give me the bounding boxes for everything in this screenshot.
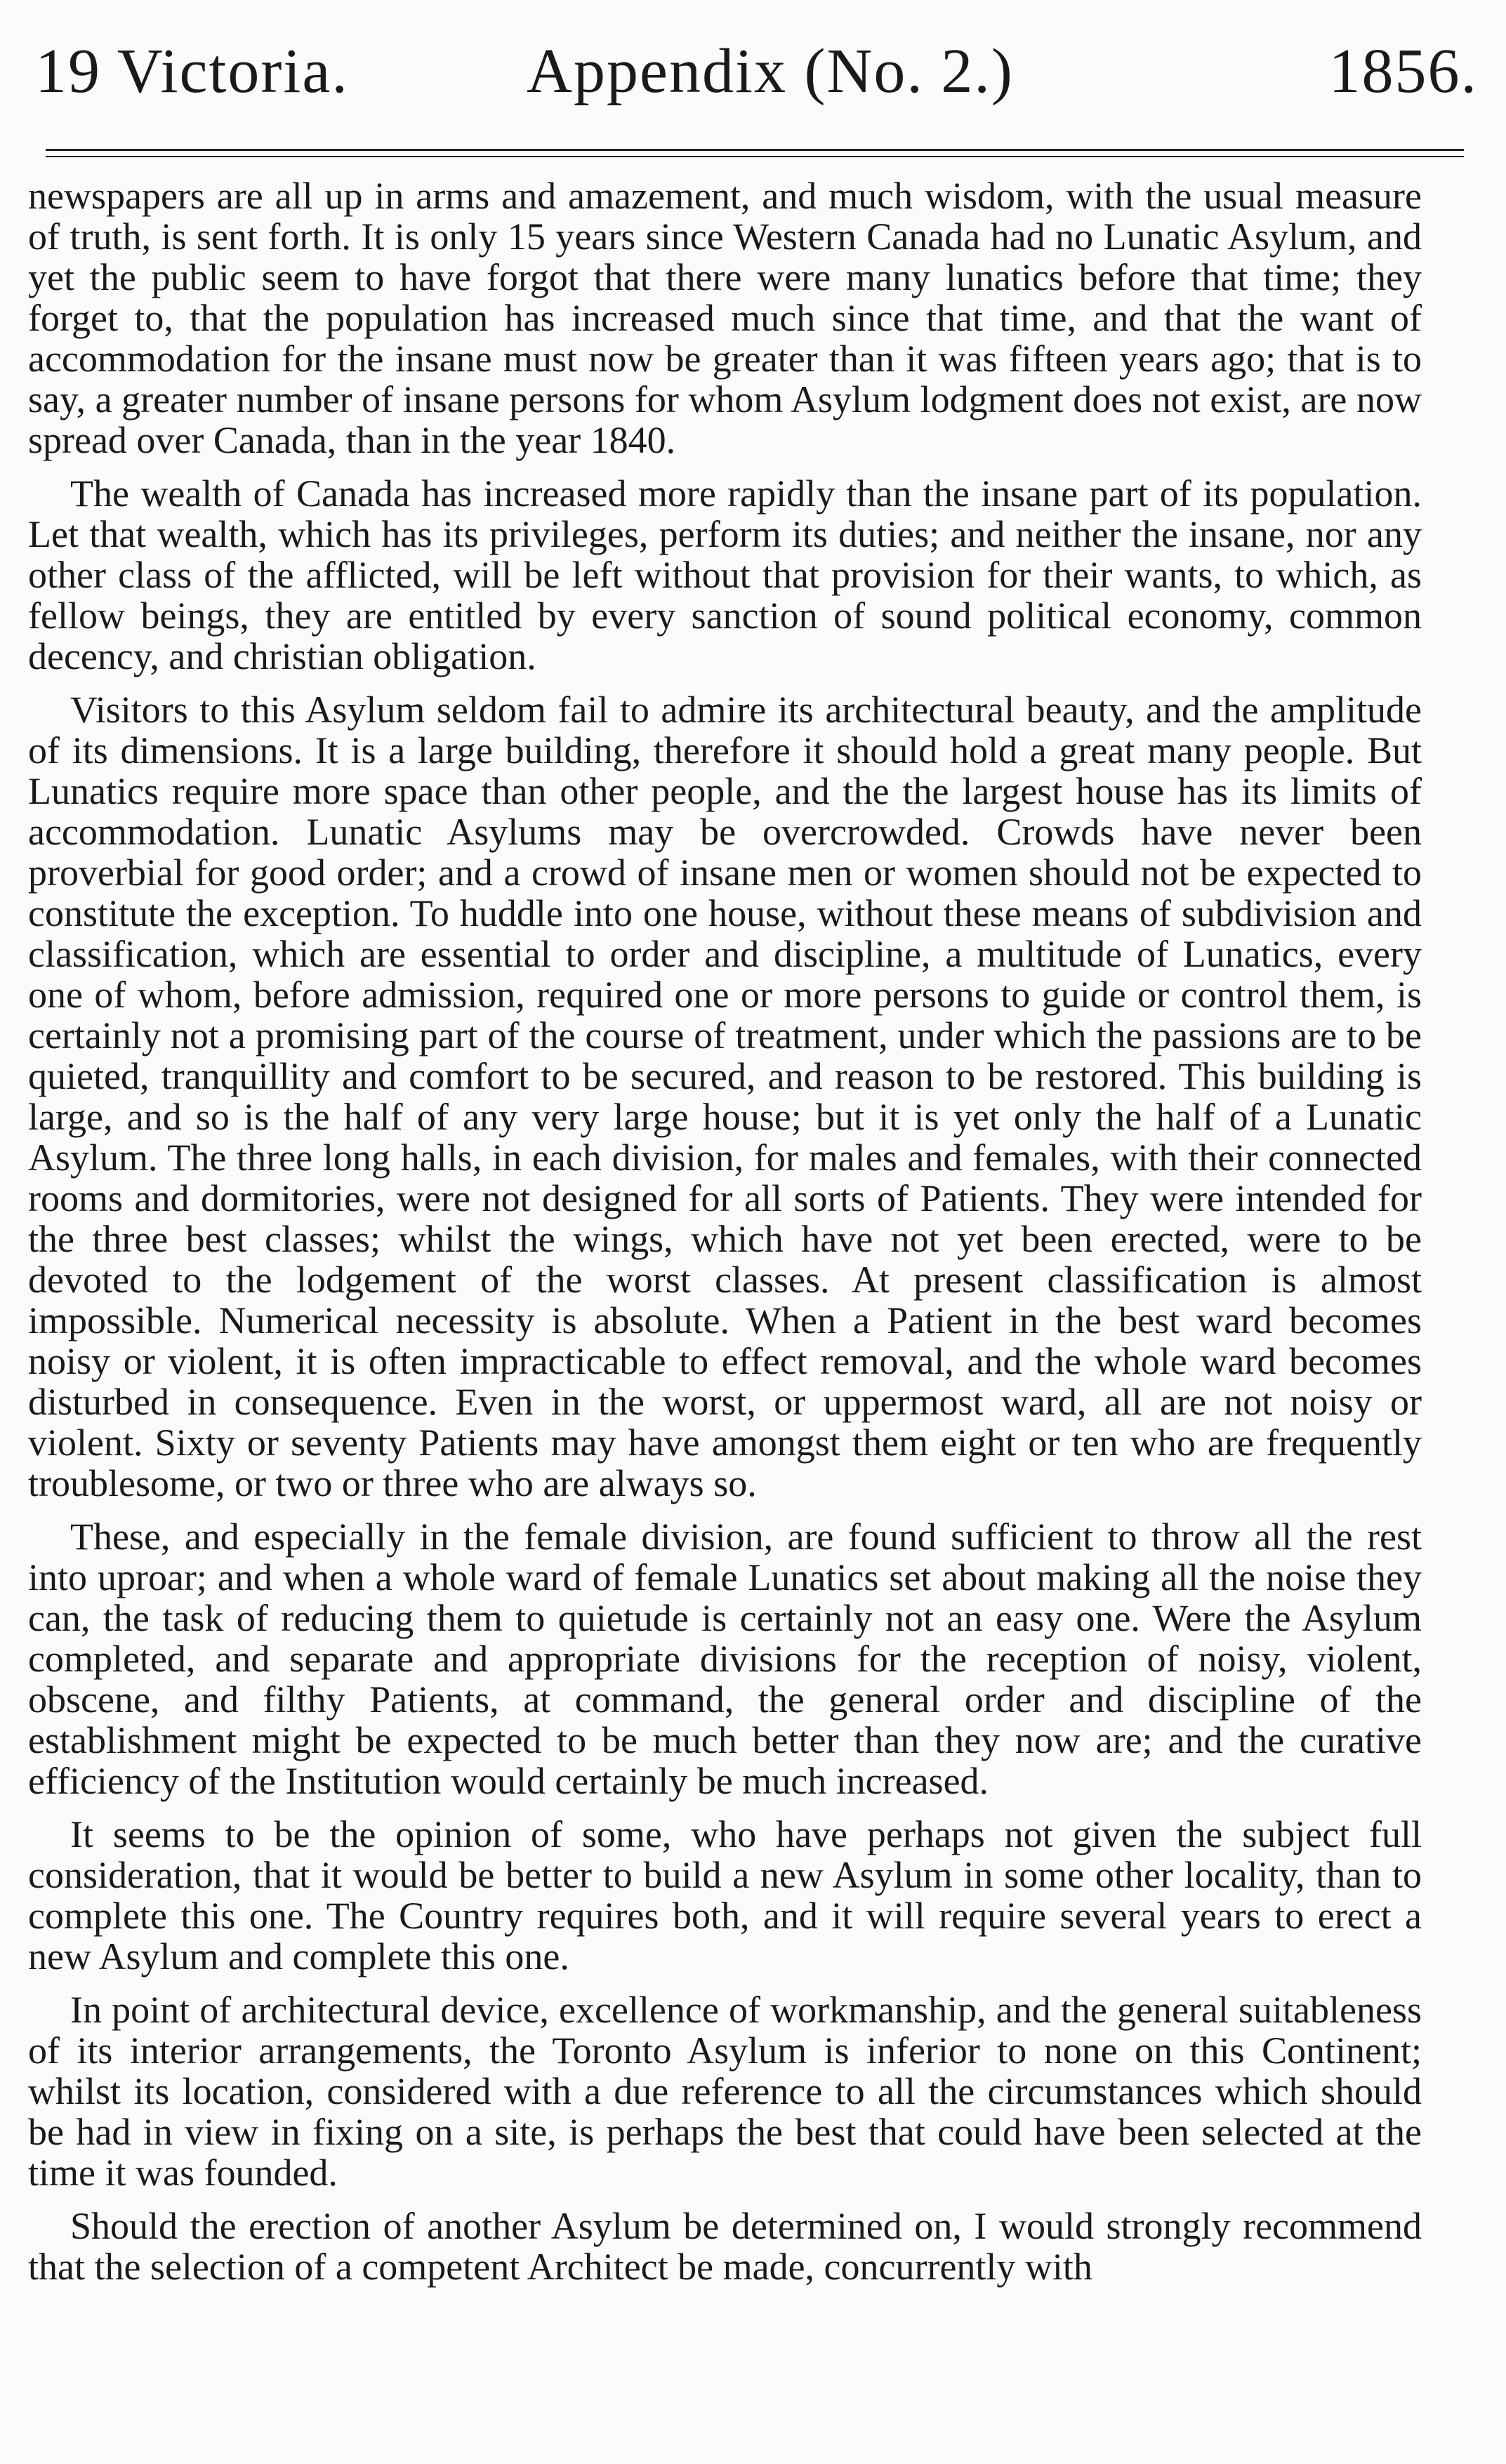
header-rule-bottom (46, 156, 1464, 157)
paragraph: In point of architectural device, excellence of workmanship, and the general suitableness of its interior arrangements, the Toronto Asylum is inferior to none on this Continent; whilst its location, considered with a due reference to all the circumstances which should be had in view in fixing on a site, is perhaps the best that could have been selected at the time it was founded. (28, 1989, 1422, 2194)
body-text (28, 175, 1422, 2300)
paragraph: Visitors to this Asylum seldom fail to admire its architectural beauty, and the amplitude of its dimensions. It is a large building, therefore it should hold a great many people. But Lunatics require more space than other people, and the the largest house has its limits of accommodation. Lunatic Asylums may be overcrowded. Crowds have never been proverbial for good order; and a crowd of insane men or women should not be expected to constitute the exception. To huddle into one house, without these means of subdivision and classification, which are essential to order and discipline, a multitude of Lunatics, every one of whom, before admission, required one or more persons to guide or control them, is certainly not a promising part of the course of treatment, under which the passions are to be quieted, tranquillity and comfort to be secured, and reason to be restored. This building is large, and so is the half of any very large house; but it is yet only the half of a Lunatic Asylum. The three long halls, in each division, for males and females, with their connected rooms and dormitories, were not designed for all sorts of Patients. They were intended for the three best classes; whilst the wings, which have not yet been erected, were to be devoted to the lodgement of the worst classes. At present classification is almost impossible. Numerical necessity is absolute. When a Patient in the best ward becomes noisy or violent, it is often impracticable to effect removal, and the whole ward becomes disturbed in consequence. Even in the worst, or uppermost ward, all are not noisy or violent. Sixty or seventy Patients may have amongst them eight or ten who are frequently troublesome, or two or three who are always so. (28, 689, 1422, 1504)
paragraph: newspapers are all up in arms and amazement, and much wisdom, with the usual measure of truth, is sent forth. It is only 15 years since Western Canada had no Lunatic Asylum, and yet the public seem to have forgot that there were many lunatics before that time; they forget to, that the population has increased much since that time, and that the want of accommodation for the insane must now be greater than it was fifteen years ago; that is to say, a greater number of insane persons for whom Asylum lodgment does not exist, are now spread over Canada, than in the year 1840. (28, 175, 1422, 461)
paragraph: These, and especially in the female division, are found sufficient to throw all the rest into uproar; and when a whole ward of female Lunatics set about making all the noise they can, the task of reducing them to quietude is certainly not an easy one. Were the Asylum completed, and separate and appropriate divisions for the reception of noisy, violent, obscene, and filthy Patients, at command, the general order and discipline of the establishment might be expected to be much better than they now are; and the curative efficiency of the Institution would certainly be much increased. (28, 1516, 1422, 1802)
paragraph: The wealth of Canada has increased more rapidly than the insane part of its population. Let that wealth, which has its privileges, perform its duties; and neither the insane, nor any other class of the afflicted, will be left without that provision for their wants, to which, as fellow beings, they are entitled by every sanction of sound political economy, common decency, and christian obligation. (28, 472, 1422, 677)
header-rule-top (46, 149, 1464, 151)
page-header (35, 29, 1478, 114)
session-label: 19 Victoria. (35, 37, 349, 106)
paragraph: Should the erection of another Asylum be determined on, I would strongly recommend that the selection of a competent Architect be made, concurrently with (28, 2205, 1422, 2288)
paragraph: It seems to be the opinion of some, who have perhaps not given the subject full consideration, that it would be better to build a new Asylum in some other locality, than to complete this one. The Country requires both, and it will require several years to erect a new Asylum and complete this one. (28, 1813, 1422, 1978)
appendix-title: Appendix (No. 2.) (527, 37, 1014, 106)
year-label: 1856. (1328, 37, 1478, 106)
